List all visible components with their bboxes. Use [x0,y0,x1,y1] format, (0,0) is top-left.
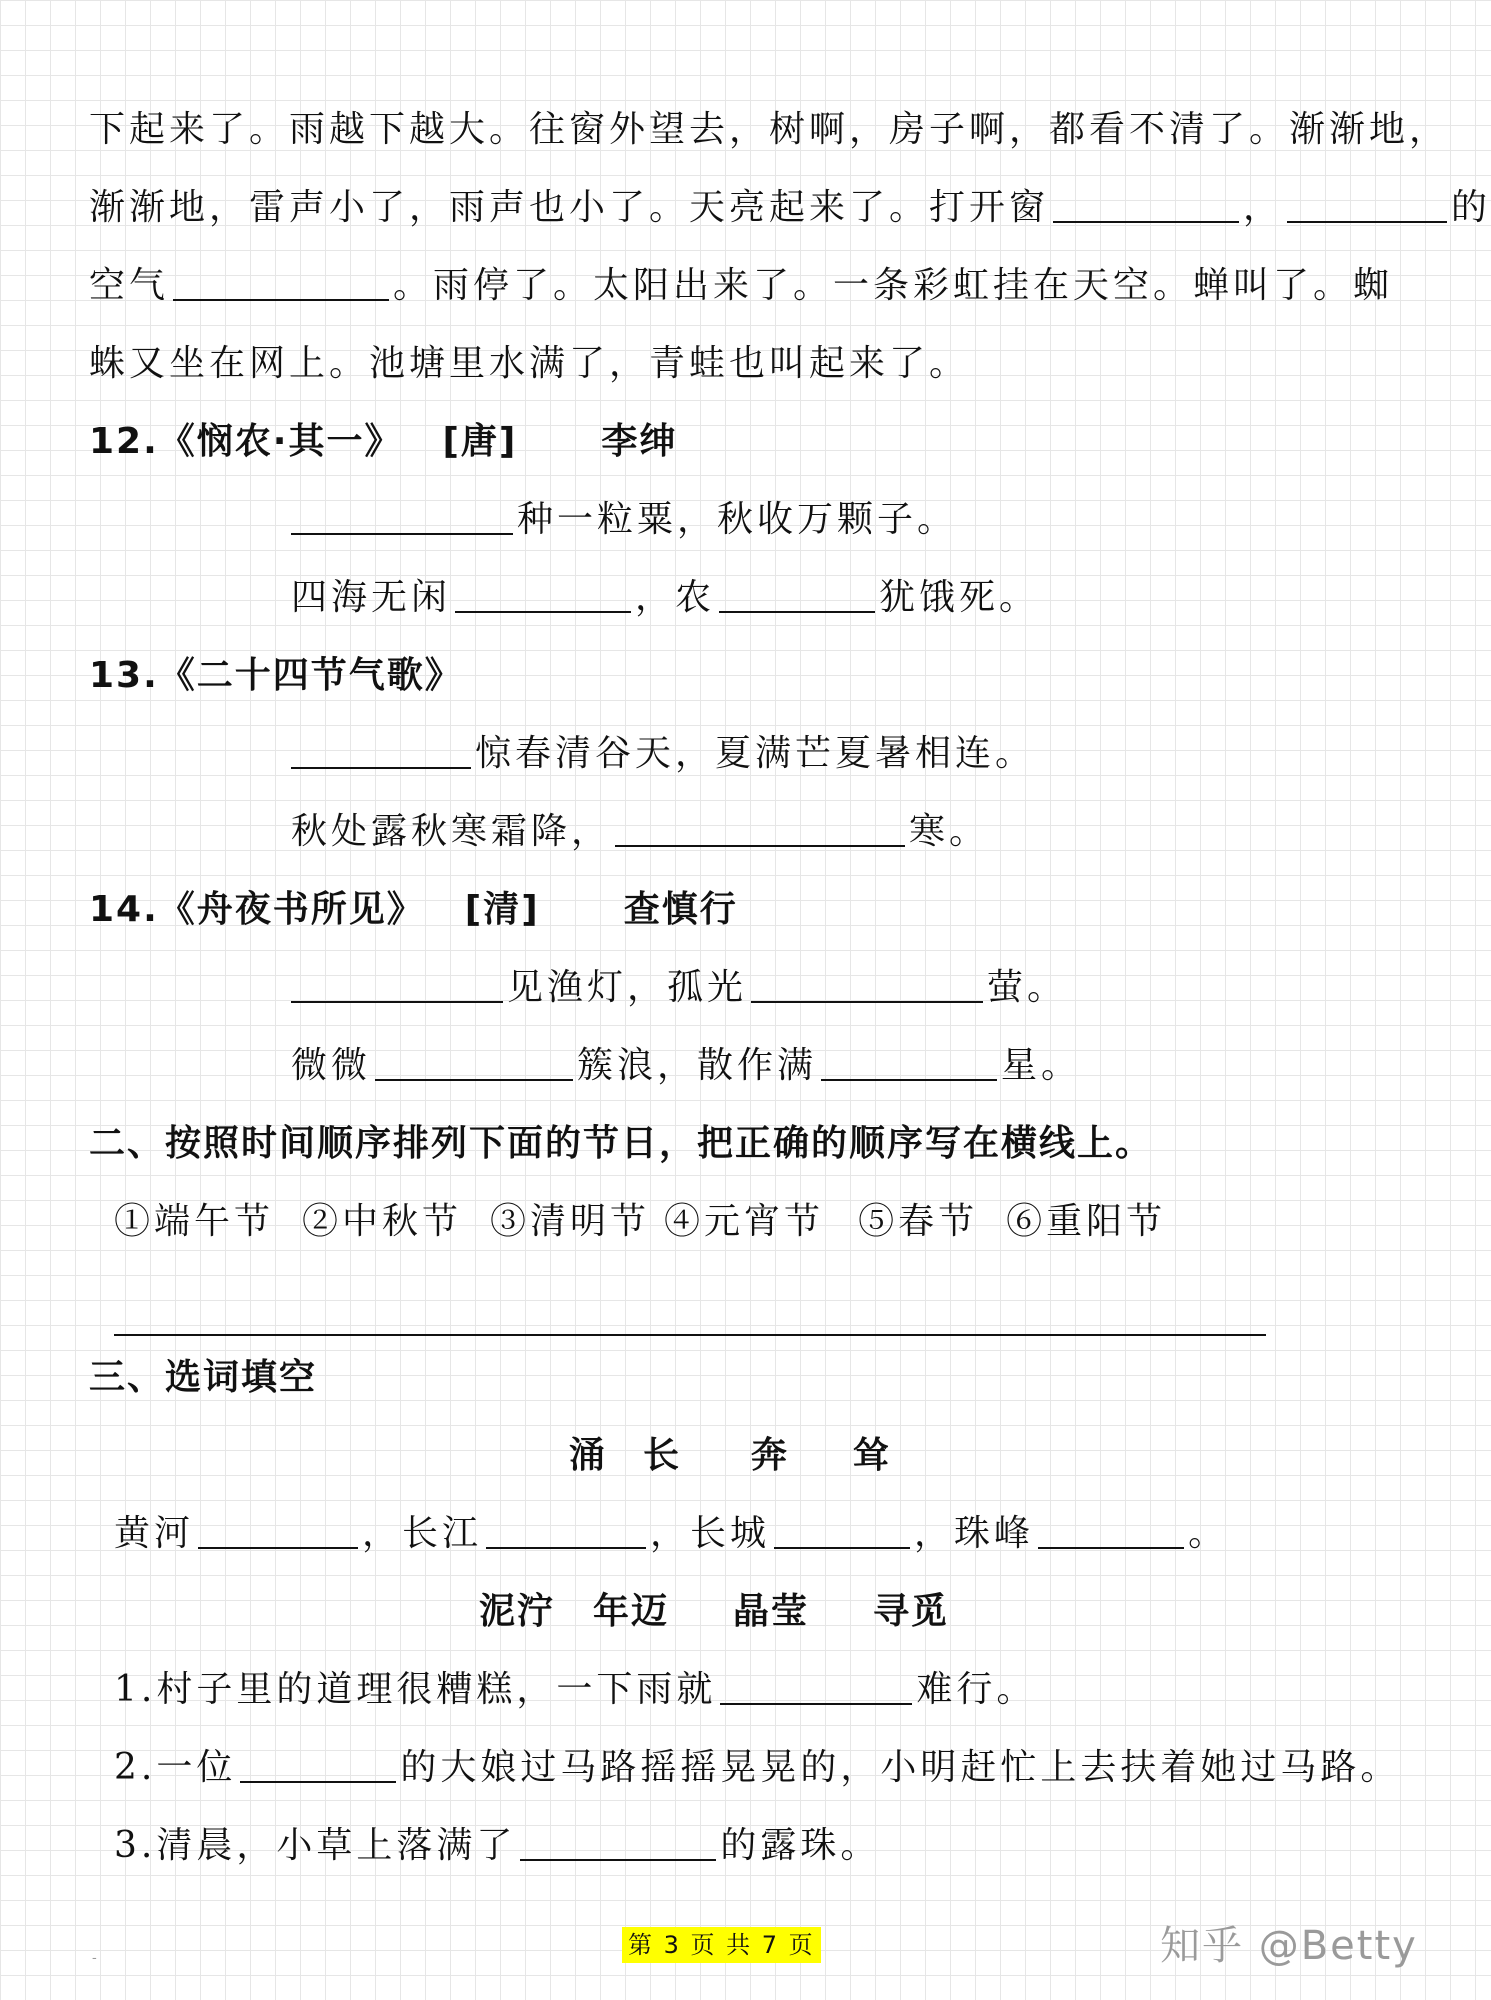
poem-text: 惊春清谷天，夏满芒夏暑相连。 [475,733,1036,774]
poem-text: 簇浪，散作满 [577,1045,818,1086]
poem-dynasty: [清] [464,889,540,930]
poem-dynasty: [唐] [442,421,518,462]
row-text: ，长城 [650,1513,771,1554]
word-option: 寻觅 [873,1591,950,1632]
fill-blank[interactable] [1287,187,1447,223]
question-2 [114,1746,1400,1790]
fill-blank[interactable] [173,265,389,301]
poem-text: ，农 [635,577,716,618]
poem-12-heading [89,420,677,464]
story-text: 下起来了。雨越下越大。往窗外望去，树啊，房子啊，都看不清了。渐渐地， [89,109,1450,150]
watermark: 知乎 @Betty [1160,1923,1418,1969]
option-item: ①端午节 [114,1201,275,1242]
word-option: 奔 [751,1435,790,1476]
story-text: ， [1243,187,1284,228]
word-option: 泥泞 [479,1591,556,1632]
poem-text: 秋处露秋寒霜降， [291,811,612,852]
row-text: ，长江 [362,1513,483,1554]
poem-13-heading [89,654,463,698]
story-line-3 [89,264,1393,308]
question-number: 12. [89,421,159,462]
festival-options [114,1200,1166,1244]
poem-13-line-2 [291,810,989,854]
word-option: 耸 [853,1435,892,1476]
word-bank-2 [479,1590,949,1634]
story-line-4 [89,342,969,386]
word-bank-1 [569,1434,891,1478]
poem-14-line-2 [291,1044,1081,1088]
poem-text: 见渔灯，孤光 [507,967,748,1008]
story-text: 。雨停了。太阳出来了。一条彩虹挂在天空。蝉叫了。蜘 [393,265,1394,306]
question-text: 的大娘过马路摇摇晃晃的，小明赶忙上去扶着她过马路。 [400,1747,1401,1788]
section-2-title [89,1122,1153,1166]
section-3-title [89,1356,317,1400]
page-number: 第 3 页 共 7 页 [622,1927,821,1963]
question-1 [114,1668,1036,1712]
poem-text: 寒。 [909,811,990,852]
poem-author: 李绅 [601,421,678,462]
option-item: ④元宵节 [664,1201,825,1242]
poem-13-line-1 [291,732,1035,776]
word-option: 长 [643,1435,682,1476]
question-number: 14. [89,889,159,930]
poem-title: 《舟夜书所见》 [158,889,425,930]
option-item: ③清明节 [490,1201,651,1242]
question-text: 的露珠。 [720,1825,881,1866]
fill-blank[interactable] [1038,1513,1184,1549]
fill-blank[interactable] [719,577,875,613]
poem-author: 查慎行 [623,889,738,930]
story-text: 空气 [89,265,170,306]
page-mark: - [92,1950,97,1966]
fill-blank[interactable] [1053,187,1239,223]
story-line-1 [89,108,1449,152]
poem-title: 《悯农·其一》 [158,421,403,462]
question-text: 1.村子里的道理很糟糕，一下雨就 [114,1669,717,1710]
poem-title: 《二十四节气歌》 [158,655,463,696]
fill-blank[interactable] [198,1513,358,1549]
fill-blank[interactable] [291,733,471,769]
section-title: 二、按照时间顺序排列下面的节日，把正确的顺序写在横线上。 [89,1123,1154,1164]
fill-blank[interactable] [240,1747,396,1783]
fill-blank[interactable] [821,1045,997,1081]
story-text: 渐渐地，雷声小了，雨声也小了。天亮起来了。打开窗 [89,187,1050,228]
poem-text: 萤。 [987,967,1068,1008]
word-option: 晶莹 [733,1591,810,1632]
poem-14-line-1 [291,966,1067,1010]
poem-text: 四海无闲 [291,577,452,618]
fill-blank[interactable] [291,499,513,535]
fill-blank[interactable] [375,1045,573,1081]
fill-blank[interactable] [291,967,503,1003]
row-text: ，珠峰 [914,1513,1035,1554]
story-line-2 [89,186,1491,230]
fill-blank[interactable] [455,577,631,613]
poem-12-line-2 [291,576,1039,620]
story-text: 的 [1451,187,1491,228]
poem-text: 微微 [291,1045,372,1086]
fill-blank[interactable] [615,811,905,847]
fill-blank[interactable] [774,1513,910,1549]
answer-line[interactable] [114,1334,1266,1336]
poem-14-heading [89,888,738,932]
fill-blank[interactable] [720,1669,912,1705]
option-item: ⑥重阳节 [1006,1201,1167,1242]
option-item: ⑤春节 [858,1201,979,1242]
fill-row-1 [114,1512,1228,1556]
poem-text: 犹饿死。 [879,577,1040,618]
row-text: 黄河 [114,1513,195,1554]
fill-blank[interactable] [486,1513,646,1549]
option-item: ②中秋节 [302,1201,463,1242]
question-text: 3.清晨，小草上落满了 [114,1825,517,1866]
fill-blank[interactable] [751,967,983,1003]
word-option: 年迈 [593,1591,670,1632]
poem-text: 星。 [1001,1045,1082,1086]
section-title: 三、选词填空 [89,1357,318,1398]
row-text: 。 [1188,1513,1229,1554]
poem-12-line-1 [291,498,957,542]
question-text: 难行。 [916,1669,1037,1710]
question-text: 2.一位 [114,1747,237,1788]
story-text: 蛛又坐在网上。池塘里水满了，青蛙也叫起来了。 [89,343,970,384]
poem-text: 种一粒粟，秋收万颗子。 [517,499,958,540]
question-3 [114,1824,880,1868]
fill-blank[interactable] [520,1825,716,1861]
question-number: 13. [89,655,159,696]
word-option: 涌 [569,1435,608,1476]
